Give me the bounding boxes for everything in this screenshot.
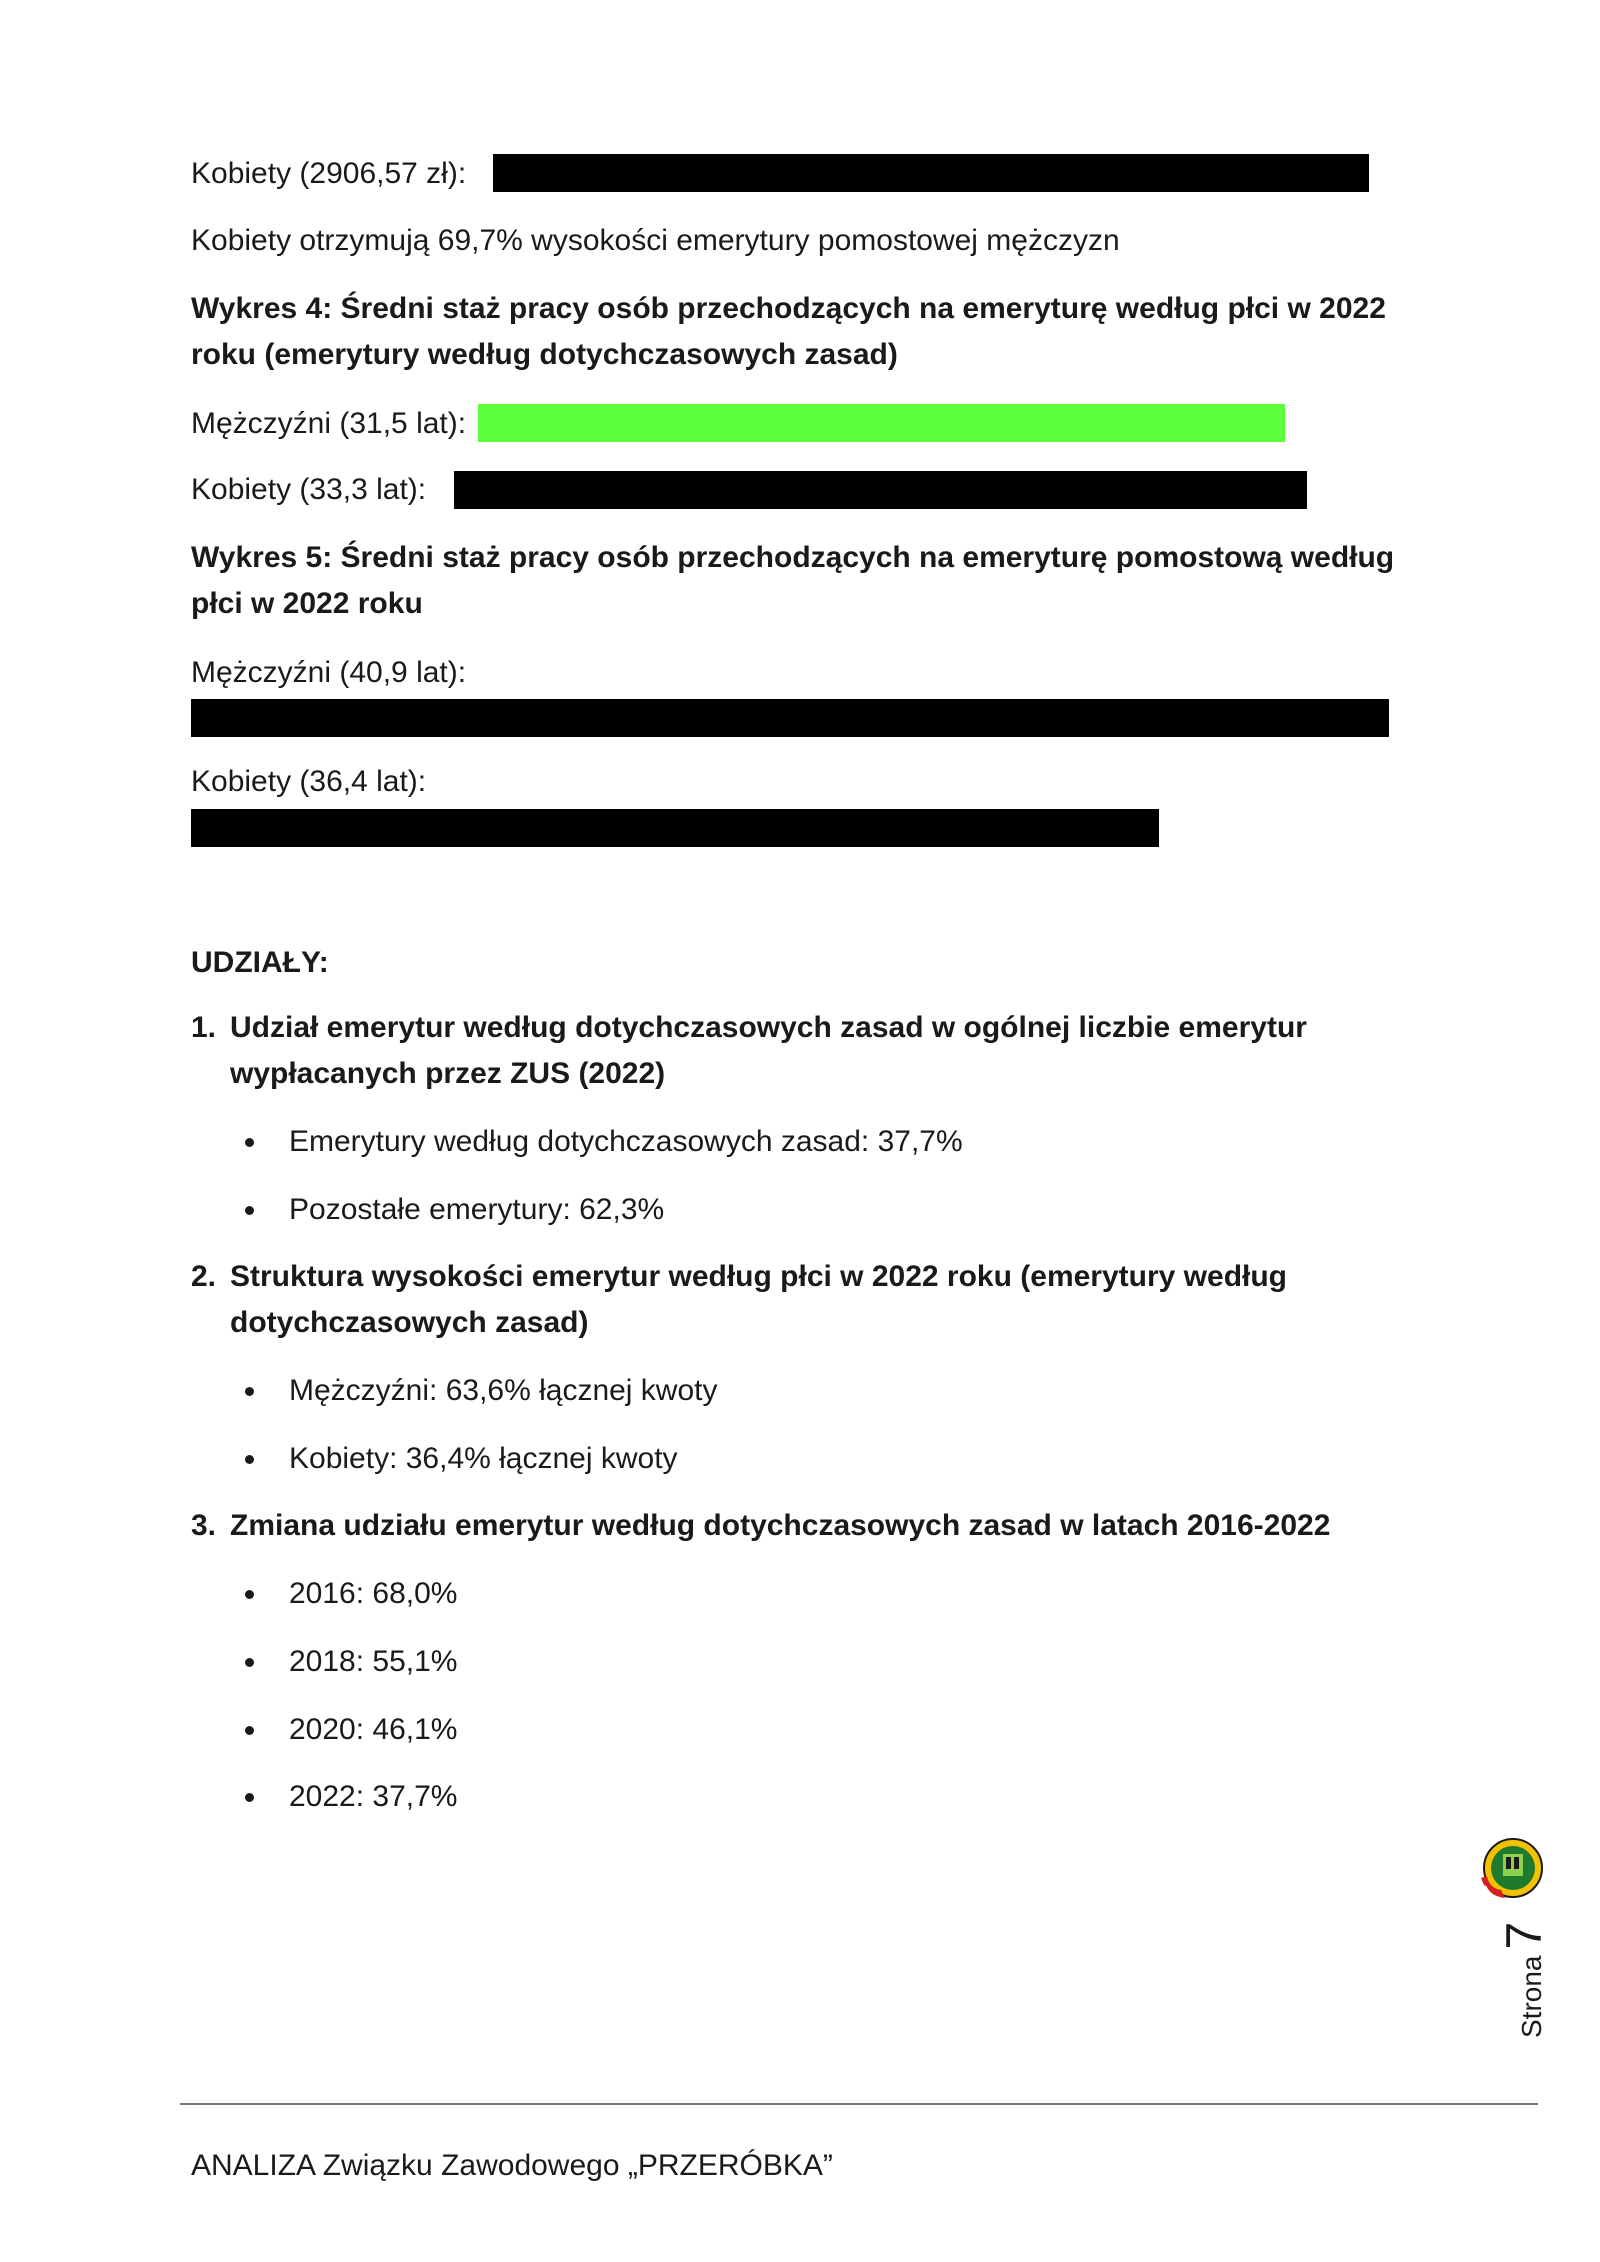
shares-item2-title-line2: dotychczasowych zasad) [230,1306,589,1339]
chart4-title-line1: Wykres 4: Średni staż pracy osób przechodzących na emeryturę według płci w 2022 [191,292,1386,325]
shares-item3-title: Zmiana udziału emerytur według dotychczasowych zasad w latach 2016-2022 [230,1509,1331,1542]
shares-item3-number: 3. [191,1509,217,1542]
chart5-women-label: Kobiety (36,4 lat): [191,765,427,798]
bullet-dot [245,1455,254,1464]
shares-heading: UDZIAŁY: [191,946,329,979]
chart5-title [191,535,1394,627]
bullet-dot [245,1793,254,1802]
chart4-men-label: Mężczyźni (31,5 lat): [191,407,467,440]
chart5-men-bar [191,699,1389,737]
shares-item3-bullet2: 2018: 55,1% [289,1645,458,1678]
chart4-women-bar [454,471,1307,509]
footer-text: ANALIZA Związku Zawodowego „PRZERÓBKA” [191,2149,833,2182]
kobiety-pension-label: Kobiety (2906,57 zł): [191,157,467,190]
chart4-women-label: Kobiety (33,3 lat): [191,473,427,506]
bullet-dot [245,1726,254,1735]
shares-item2-title [230,1254,1287,1346]
shares-item3-bullet1: 2016: 68,0% [289,1577,458,1610]
shares-item1-title-line1: Udział emerytur według dotychczasowych zasad w ogólnej liczbie emerytur [230,1011,1307,1044]
chart4-men-bar [478,404,1285,442]
chart5-title-line2: płci w 2022 roku [191,587,423,620]
shares-item2-number: 2. [191,1260,217,1293]
bullet-dot [245,1206,254,1215]
bullet-dot [245,1387,254,1396]
shares-item1-title [230,1005,1307,1097]
shares-item2-bullet1: Mężczyźni: 63,6% łącznej kwoty [289,1374,718,1407]
shares-item2-bullet2: Kobiety: 36,4% łącznej kwoty [289,1442,678,1475]
bullet-dot [245,1590,254,1599]
shares-item2-title-line1: Struktura wysokości emerytur według płci w 2022 roku (emerytury według [230,1260,1288,1293]
page-word: Strona [1516,1955,1547,2038]
page-number: 7 [1496,1921,1552,1950]
kobiety-percent-note: Kobiety otrzymują 69,7% wysokości emerytury pomostowej mężczyzn [191,224,1120,257]
footer-divider [180,2103,1538,2105]
kobiety-pension-bar [493,154,1369,192]
shares-item1-number: 1. [191,1011,217,1044]
chart4-title-line2: roku (emerytury według dotychczasowych zasad) [191,338,898,371]
page-number-label [1495,1921,1555,2038]
bullet-dot [245,1658,254,1667]
chart5-men-label: Mężczyźni (40,9 lat): [191,656,467,689]
shares-item3-bullet4: 2022: 37,7% [289,1780,458,1813]
chart5-women-bar [191,809,1159,847]
union-emblem-icon [1475,1836,1545,1906]
bullet-dot [245,1138,254,1147]
shares-item1-bullet1: Emerytury według dotychczasowych zasad: 37,7% [289,1125,963,1158]
chart5-title-line1: Wykres 5: Średni staż pracy osób przechodzących na emeryturę pomostową według [191,541,1395,574]
shares-item1-bullet2: Pozostałe emerytury: 62,3% [289,1193,665,1226]
shares-item1-title-line2: wypłacanych przez ZUS (2022) [230,1057,666,1090]
shares-item3-bullet3: 2020: 46,1% [289,1713,458,1746]
chart4-title [191,286,1386,378]
